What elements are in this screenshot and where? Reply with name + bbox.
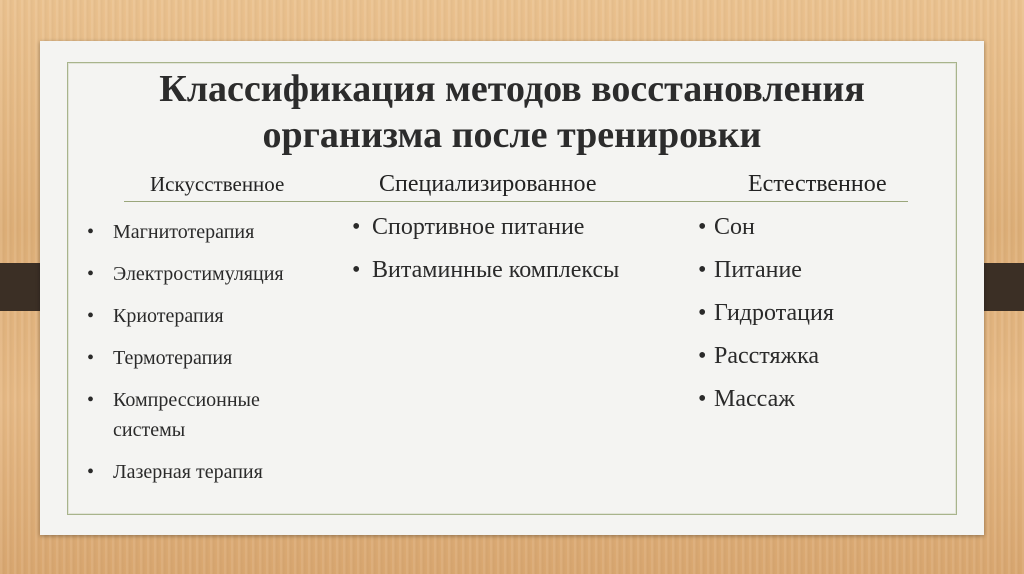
- list-item: [352, 211, 692, 243]
- list-item-label: Электростимуляция: [113, 263, 284, 285]
- list-item: [87, 457, 337, 487]
- list-item: [87, 343, 337, 373]
- column-header-specialized: Специализированное: [379, 171, 597, 197]
- bullet-icon: •: [352, 214, 361, 240]
- list-item-label: Гидротация: [714, 300, 834, 326]
- slide-title-line-2: организма после тренировки: [262, 114, 762, 156]
- list-item-label: Магнитотерапия: [113, 221, 255, 243]
- list-item: [87, 217, 337, 247]
- bullet-icon: •: [87, 263, 95, 285]
- header-divider: [124, 201, 908, 202]
- list-item: [698, 340, 938, 372]
- list-item: [698, 254, 938, 286]
- bullet-icon: •: [698, 386, 707, 412]
- list-item-label: Лазерная терапия: [113, 461, 263, 483]
- list-item-label: Питание: [714, 257, 802, 283]
- column-header-natural: Естественное: [748, 171, 887, 197]
- slide-title: [80, 66, 944, 158]
- slide-title-line-1: Классификация методов восстановления: [159, 68, 865, 110]
- list-item: [352, 254, 692, 286]
- bullet-icon: •: [698, 343, 707, 369]
- left-decorative-bar: [0, 263, 42, 311]
- bullet-icon: •: [87, 347, 95, 369]
- list-item-label: Массаж: [714, 386, 795, 412]
- list-item-label: Криотерапия: [113, 305, 224, 327]
- list-item: [698, 211, 938, 243]
- list-item: [698, 383, 938, 415]
- bullet-icon: •: [87, 305, 95, 327]
- list-item: [87, 259, 337, 289]
- bullet-icon: •: [87, 221, 95, 243]
- natural-methods-list: [698, 211, 938, 426]
- artificial-methods-list: [87, 217, 337, 499]
- bullet-icon: •: [352, 257, 361, 283]
- list-item-label: Расстяжка: [714, 343, 820, 369]
- bullet-icon: •: [87, 389, 95, 411]
- slide: [40, 41, 984, 535]
- bullet-icon: •: [698, 257, 707, 283]
- list-item-label: Компрессионные системы: [113, 389, 260, 441]
- bullet-icon: •: [87, 461, 95, 483]
- list-item-label: Витаминные комплексы: [372, 257, 620, 283]
- list-item-label: Термотерапия: [113, 347, 233, 369]
- list-item-label: Спортивное питание: [372, 214, 585, 240]
- column-header-artificial: Искусственное: [150, 172, 285, 196]
- bullet-icon: •: [698, 300, 707, 326]
- list-item: [87, 385, 337, 445]
- list-item: [698, 297, 938, 329]
- bullet-icon: •: [698, 214, 707, 240]
- list-item: [87, 301, 337, 331]
- specialized-methods-list: [352, 211, 692, 297]
- list-item-label: Сон: [714, 214, 755, 240]
